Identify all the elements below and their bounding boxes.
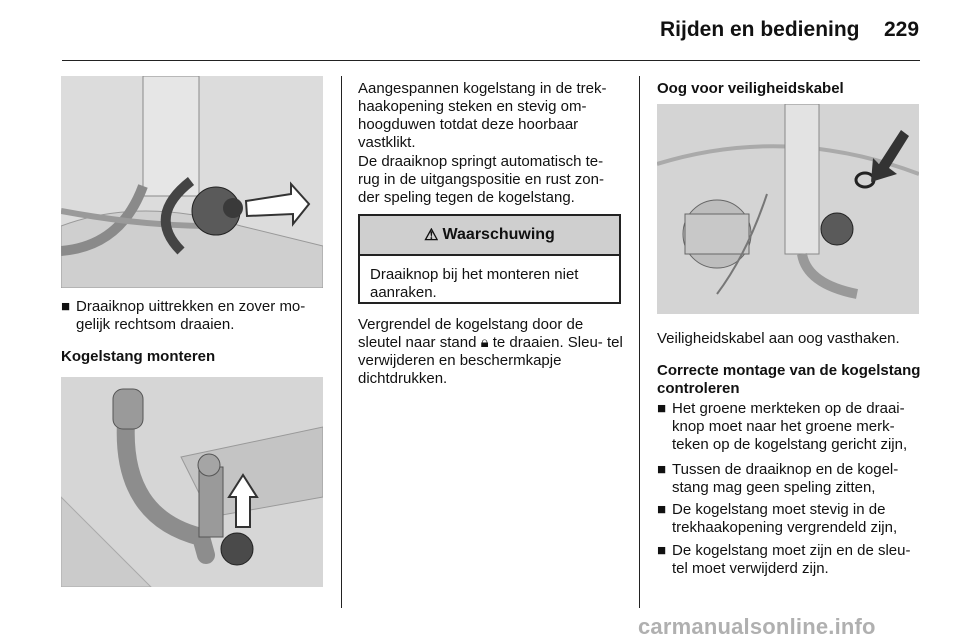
paragraph-insert-rod: Aangespannen kogelstang in de trek- haakopening steken en stevig om- hoogduwen totdat deze hoorbaar vastklikt. (358, 80, 607, 151)
header-divider (62, 60, 920, 61)
bullet-mark: ■ (657, 461, 667, 478)
caption-hook-cable: Veiligheidskabel aan oog vasthaken. (657, 330, 900, 347)
heading-safety-cable-eye: Oog voor veiligheidskabel (657, 80, 844, 97)
bullet-mark: ■ (657, 400, 667, 417)
bullet-mark: ■ (61, 298, 71, 315)
figure-knob-pull (61, 76, 323, 288)
column-divider-2 (639, 76, 640, 608)
column-divider-1 (341, 76, 342, 608)
bullet-text: Draaiknop uittrekken en zover mo- gelijk rechtsom draaien. (76, 298, 306, 333)
bullet-text: De kogelstang moet zijn en de sleu- tel moet verwijderd zijn. (672, 542, 911, 577)
knob-pull-illustration (61, 76, 323, 288)
bullet-mark: ■ (657, 501, 667, 518)
list-item (657, 542, 922, 578)
heading-kogelstang-monteren: Kogelstang monteren (61, 348, 216, 365)
page-header-title: Rijden en bediening (660, 18, 860, 41)
warning-box (358, 214, 621, 304)
warning-header (360, 216, 619, 256)
warning-triangle-icon: ⚠ (424, 227, 439, 244)
bullet-text: De kogelstang moet stevig in de trekhaakopening vergrendeld zijn, (672, 501, 898, 536)
watermark: carmanualsonline.info (638, 614, 876, 639)
bullet-text: Tussen de draaiknop en de kogel- stang mag geen speling zitten, (672, 461, 899, 496)
paragraph-knob-return: De draaiknop springt automatisch te- rug in de uitgangspositie en rust zon- der speling tegen de kogelstang. (358, 153, 604, 206)
list-item (657, 400, 922, 454)
list-item (657, 461, 922, 497)
page-number: 229 (884, 18, 920, 41)
paragraph-lock-rod: Vergrendel de kogelstang door de sleutel naar stand 🔒︎ te draaien. Sleu- tel verwijderen en beschermkapje dichtdrukken. (358, 316, 623, 387)
list-item (657, 501, 922, 537)
bullet-knob-pull (61, 298, 323, 334)
bullet-text: Het groene merkteken op de draai- knop moet naar het groene merk- teken op de kogelstang gericht zijn, (672, 400, 908, 453)
heading-check-mounting: Correcte montage van de kogelstang controleren (657, 362, 921, 397)
bullet-mark: ■ (657, 542, 667, 559)
ball-rod-illustration (61, 377, 323, 587)
figure-ball-rod-mount (61, 377, 323, 587)
warning-text: Draaiknop bij het monteren niet aanraken. (370, 266, 579, 301)
warning-title: Waarschuwing (442, 226, 555, 243)
safety-cable-illustration (657, 104, 919, 314)
figure-safety-cable-eye (657, 104, 919, 314)
